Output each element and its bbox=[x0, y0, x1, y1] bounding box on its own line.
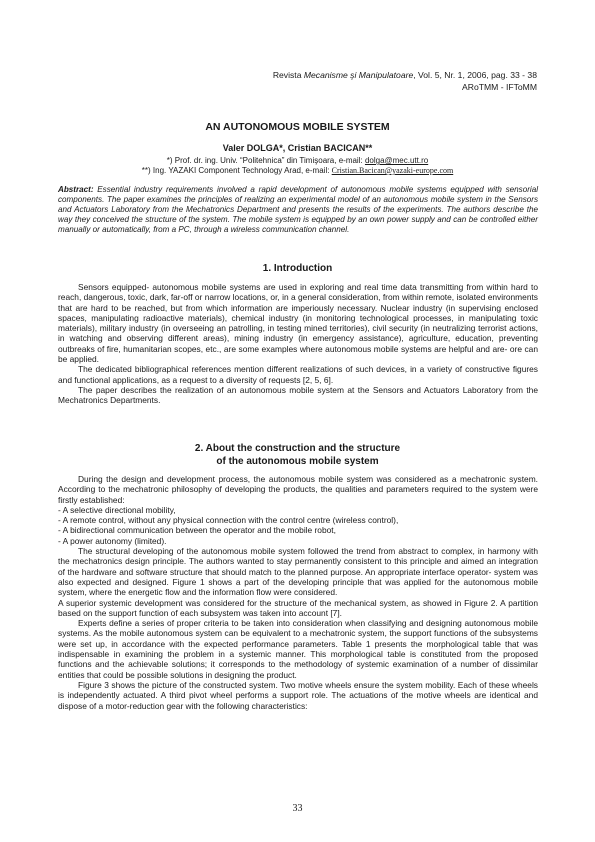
section-1-body bbox=[58, 282, 538, 406]
paragraph: During the design and development process, the autonomous mobile system was considered as a mechatronic system. According to the mechatronic philosophy of developing the products, the qualities and parameters required to the system were firstly established: bbox=[58, 474, 538, 505]
paragraph: The paper describes the realization of an autonomous mobile system at the Sensors and Actuators Laboratory from the Mechatronics Departments. bbox=[58, 384, 538, 406]
abstract bbox=[58, 185, 538, 235]
paper-authors: Valer DOLGA*, Cristian BACICAN** bbox=[222, 143, 373, 153]
abstract-text: Essential industry requirements involved a rapid development of autonomous mobile systems equipped with sensorial components. The paper examines the principles of realizing an experimental model of an autonomous mobile system in the Sensors and Actuators Laboratory from the Mechatronics Department and presents the results of the experiments. The authors describe the way they conceived the structure of the system. The mobile system is equipped by an own power supply and can be controlled either manually or automatically, from a PC, through a wireless communication channel. bbox=[58, 185, 538, 235]
list-item: - A bidirectional communication between the operator and the mobile robot, bbox=[58, 525, 336, 536]
email-link-2[interactable]: Cristian.Bacican@yazaki-europe.com bbox=[331, 166, 454, 175]
paragraph: Sensors equipped- autonomous mobile systems are used in exploring and real time data transmitting from within hard to reach, dangerous, toxic, dark, far-off or narrow locations, or, in a general consideration, from within remote, isolated environments that are hard to be reached, but from which information are imperiously necessary. Nuclear industry (in supervising enclosed spaces, manipulating radioactive materials), chemical industry (in monitoring technological processes, in manipulating toxic materials), military industry (in overseeing an patrolling, in testing mined territories), civil security (in neutralizing terrorist actions, in watching and observing different areas), mining industry (in emergency assistance), agriculture, education, preventing outbreaks of fire, humanitarian scopes, etc., are some examples where autonomous mobile systems are helpful and are- ore can be applied. bbox=[58, 282, 538, 365]
paragraph: The structural developing of the autonomous mobile system followed the trend from abstract to complex, in harmony with the mechatronics design principle. The authors wanted to stay permanently consistent to this principle and aimed an integration of the hardware and software structure that should match to the planned purpose. An appropriate interface operator- system was also expected and designed. Figure 1 shows a part of the developing principle that was applied for the autonomous mobile system, where the energetic flow and the information flow were considered. bbox=[58, 546, 538, 598]
section-1-heading: 1. Introduction bbox=[262, 263, 333, 274]
page-number: 33 bbox=[292, 803, 303, 814]
email-link-1[interactable]: dolga@mec.utt.ro bbox=[364, 156, 429, 165]
paragraph: A superior systemic development was considered for the structure of the mechanical system, as showed in Figure 2. A partition based on the support function of each subsystem was taken into account [7]. bbox=[58, 597, 538, 618]
list-item: - A remote control, without any physical connection with the control centre (wireless control), bbox=[58, 515, 399, 526]
affiliation-2: **) Ing. YAZAKI Component Technology Arad, e-mail: Cristian.Bacican@yazaki-europe.com bbox=[141, 166, 454, 175]
paper-title: AN AUTONOMOUS MOBILE SYSTEM bbox=[205, 121, 390, 133]
journal-citation: Revista Mecanisme şi Manipulatoare, Vol. 5, Nr. 1, 2006, pag. 33 - 38 bbox=[272, 70, 537, 80]
section-2-body bbox=[58, 474, 538, 711]
journal-org: ARoTMM - IFToMM bbox=[462, 81, 537, 92]
journal-header bbox=[273, 70, 537, 93]
paragraph: The dedicated bibliographical references mention different realizations of such devices, in a variety of constructive figures and functional applications, as a request to a diversity of requests [2, 5, 6]. bbox=[58, 364, 538, 385]
paragraph: Experts define a series of proper criteria to be taken into consideration when classifying and designing autonomous mobile systems. As the mobile autonomous system can be equivalent to a mechatronic system, the support functions of the subsystems were set up, in accordance with the expected performance parameters. Table 1 presents the morphological table that was indispensable in examining the problem in a systemic manner. This morphological table is constituted from the proposed functions and the achievable solutions; it corresponds to the methodology of systemic examination of a number of dissimilar entities that could be possible solutions in designing the product. bbox=[58, 618, 538, 680]
abstract-label: Abstract: bbox=[58, 185, 94, 194]
affiliation-1: *) Prof. dr. ing. Univ. “Politehnica” din Timişoara, e-mail: dolga@mec.utt.ro bbox=[166, 156, 429, 165]
paragraph: Figure 3 shows the picture of the constructed system. Two motive wheels ensure the system mobility. Each of these wheels is independently actuated. A third pivot wheel performs a support role. The actuations of the motive wheels are identical and dispose of a motor-reduction gear with the following characteristics: bbox=[58, 679, 538, 711]
section-2-heading: 2. About the construction and the structure of the autonomous mobile system bbox=[194, 443, 401, 467]
list-item: - A selective directional mobility, bbox=[58, 504, 176, 515]
list-item: - A power autonomy (limited). bbox=[58, 535, 167, 546]
